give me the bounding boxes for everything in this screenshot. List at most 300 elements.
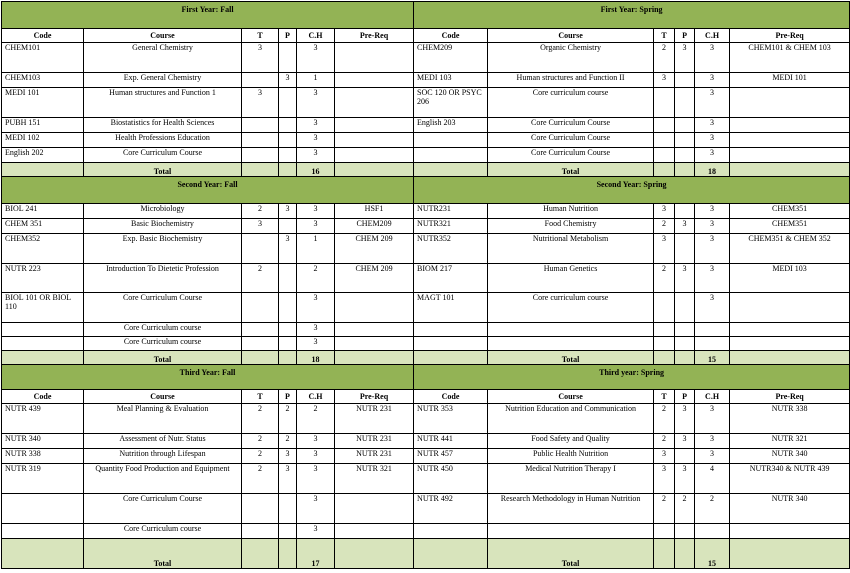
fall-code-cell — [2, 494, 84, 524]
spring-total-label: Total — [488, 539, 654, 569]
spring-prereq-cell — [730, 148, 850, 163]
spring-course-cell: Human Nutrition — [488, 204, 654, 219]
fall-p-cell — [279, 133, 297, 148]
fall-prereq-cell: NUTR 231 — [335, 404, 414, 434]
spring-prereq-cell — [730, 293, 850, 323]
fall-ch-cell: 3 — [297, 524, 335, 539]
fall-prereq-cell: CHEM 209 — [335, 264, 414, 293]
fall-p-cell — [279, 524, 297, 539]
fall-ch-cell: 3 — [297, 204, 335, 219]
fall-total-spacer — [2, 163, 84, 177]
fall-ch-cell: 1 — [297, 234, 335, 264]
fall-total-p — [279, 351, 297, 365]
course-row — [2, 88, 850, 118]
spring-total-value: 15 — [695, 539, 730, 569]
fall-course-cell: Human structures and Function 1 — [84, 88, 242, 118]
spring-code-cell: MEDI 103 — [414, 73, 488, 88]
fall-p-cell — [279, 43, 297, 73]
course-row — [2, 133, 850, 148]
fall-total-label: Total — [84, 351, 242, 365]
fall-t-cell — [242, 234, 279, 264]
spring-title: Third year: Spring — [414, 365, 850, 390]
course-row — [2, 337, 850, 351]
course-row — [2, 464, 850, 494]
fall-code-cell: NUTR 338 — [2, 449, 84, 464]
spring-course-cell: Human Genetics — [488, 264, 654, 293]
spring-t-cell — [654, 118, 675, 133]
fall-ch-cell: 3 — [297, 219, 335, 234]
fall-prereq-cell: CHEM209 — [335, 219, 414, 234]
spring-p-cell — [675, 323, 695, 337]
spring-p-cell: 3 — [675, 404, 695, 434]
spring-ch-cell: 3 — [695, 234, 730, 264]
spring-ch-cell: 3 — [695, 449, 730, 464]
header-code: Code — [2, 29, 84, 43]
fall-prereq-cell — [335, 88, 414, 118]
spring-prereq-cell: MEDI 103 — [730, 264, 850, 293]
spring-ch-cell: 2 — [695, 494, 730, 524]
spring-p-cell — [675, 337, 695, 351]
spring-course-cell — [488, 524, 654, 539]
spring-prereq-cell: NUTR 321 — [730, 434, 850, 449]
fall-prereq-cell — [335, 293, 414, 323]
spring-t-cell — [654, 148, 675, 163]
header-ch: C.H — [695, 390, 730, 404]
fall-ch-cell: 3 — [297, 118, 335, 133]
spring-t-cell — [654, 337, 675, 351]
fall-course-cell: Core Curriculum course — [84, 524, 242, 539]
spring-total-spacer — [414, 163, 488, 177]
spring-code-cell — [414, 337, 488, 351]
fall-course-cell: Basic Biochemistry — [84, 219, 242, 234]
fall-prereq-cell: NUTR 231 — [335, 449, 414, 464]
column-header-row — [2, 29, 850, 43]
fall-total-pre — [335, 351, 414, 365]
study-plan-table — [1, 1, 850, 569]
spring-t-cell — [654, 293, 675, 323]
fall-ch-cell: 3 — [297, 148, 335, 163]
spring-t-cell: 3 — [654, 73, 675, 88]
fall-ch-cell: 3 — [297, 323, 335, 337]
header-course: Course — [488, 29, 654, 43]
spring-course-cell: Medical Nutrition Therapy I — [488, 464, 654, 494]
spring-prereq-cell — [730, 323, 850, 337]
fall-p-cell: 3 — [279, 73, 297, 88]
spring-prereq-cell — [730, 118, 850, 133]
fall-t-cell: 2 — [242, 434, 279, 449]
course-row — [2, 264, 850, 293]
fall-total-pre — [335, 539, 414, 569]
spring-total-pre — [730, 163, 850, 177]
fall-p-cell — [279, 148, 297, 163]
spring-prereq-cell — [730, 524, 850, 539]
fall-course-cell: General Chemistry — [84, 43, 242, 73]
spring-total-label: Total — [488, 163, 654, 177]
course-row — [2, 404, 850, 434]
fall-t-cell — [242, 118, 279, 133]
fall-p-cell: 3 — [279, 464, 297, 494]
course-row — [2, 219, 850, 234]
header-p: P — [675, 29, 695, 43]
fall-total-t — [242, 163, 279, 177]
spring-code-cell: English 203 — [414, 118, 488, 133]
header-prereq: Pre-Req — [730, 29, 850, 43]
fall-t-cell: 2 — [242, 264, 279, 293]
header-ch: C.H — [297, 29, 335, 43]
spring-code-cell: NUTR 450 — [414, 464, 488, 494]
fall-ch-cell: 3 — [297, 88, 335, 118]
fall-course-cell: Core Curriculum course — [84, 323, 242, 337]
fall-p-cell — [279, 118, 297, 133]
fall-ch-cell: 3 — [297, 337, 335, 351]
fall-t-cell — [242, 73, 279, 88]
fall-t-cell — [242, 323, 279, 337]
spring-course-cell — [488, 323, 654, 337]
course-row — [2, 73, 850, 88]
spring-t-cell — [654, 133, 675, 148]
spring-p-cell: 2 — [675, 494, 695, 524]
fall-course-cell: Core Curriculum Course — [84, 494, 242, 524]
fall-t-cell: 2 — [242, 464, 279, 494]
header-t: T — [654, 29, 675, 43]
fall-total-label: Total — [84, 539, 242, 569]
spring-total-p — [675, 163, 695, 177]
fall-t-cell: 3 — [242, 88, 279, 118]
fall-p-cell: 3 — [279, 449, 297, 464]
spring-ch-cell: 3 — [695, 293, 730, 323]
header-ch: C.H — [297, 390, 335, 404]
fall-code-cell: NUTR 340 — [2, 434, 84, 449]
fall-t-cell — [242, 524, 279, 539]
fall-total-pre — [335, 163, 414, 177]
spring-ch-cell — [695, 323, 730, 337]
total-row — [2, 163, 850, 177]
spring-ch-cell — [695, 337, 730, 351]
header-t: T — [242, 390, 279, 404]
fall-code-cell: English 202 — [2, 148, 84, 163]
header-code: Code — [414, 29, 488, 43]
spring-ch-cell: 3 — [695, 43, 730, 73]
spring-total-pre — [730, 351, 850, 365]
year-title-row — [2, 177, 850, 204]
spring-t-cell: 2 — [654, 434, 675, 449]
spring-prereq-cell — [730, 88, 850, 118]
spring-p-cell: 3 — [675, 434, 695, 449]
fall-code-cell — [2, 524, 84, 539]
spring-course-cell: Nutrition Education and Communication — [488, 404, 654, 434]
total-row — [2, 539, 850, 569]
header-ch: C.H — [695, 29, 730, 43]
spring-p-cell: 3 — [675, 219, 695, 234]
fall-course-cell: Exp. Basic Biochemistry — [84, 234, 242, 264]
fall-p-cell: 2 — [279, 434, 297, 449]
spring-total-pre — [730, 539, 850, 569]
spring-total-spacer — [414, 351, 488, 365]
spring-p-cell — [675, 293, 695, 323]
fall-course-cell: Core Curriculum course — [84, 337, 242, 351]
fall-title: First Year: Fall — [2, 2, 414, 29]
fall-course-cell: Core Curriculum Course — [84, 293, 242, 323]
fall-course-cell: Nutrition through Lifespan — [84, 449, 242, 464]
fall-ch-cell: 3 — [297, 133, 335, 148]
spring-code-cell: NUTR 441 — [414, 434, 488, 449]
fall-code-cell: CHEM 351 — [2, 219, 84, 234]
spring-course-cell: Core Curriculum Course — [488, 133, 654, 148]
fall-total-value: 16 — [297, 163, 335, 177]
fall-ch-cell: 3 — [297, 494, 335, 524]
fall-p-cell — [279, 293, 297, 323]
spring-course-cell: Core Curriculum Course — [488, 118, 654, 133]
spring-prereq-cell — [730, 133, 850, 148]
fall-code-cell: CHEM103 — [2, 73, 84, 88]
fall-code-cell: BIOL 101 OR BIOL 110 — [2, 293, 84, 323]
header-course: Course — [488, 390, 654, 404]
fall-t-cell — [242, 494, 279, 524]
fall-prereq-cell: NUTR 231 — [335, 434, 414, 449]
spring-ch-cell: 3 — [695, 148, 730, 163]
year-title-row — [2, 365, 850, 390]
course-row — [2, 148, 850, 163]
spring-prereq-cell: CHEM351 — [730, 204, 850, 219]
fall-course-cell: Health Professions Education — [84, 133, 242, 148]
fall-total-value: 17 — [297, 539, 335, 569]
fall-ch-cell: 1 — [297, 73, 335, 88]
spring-ch-cell: 3 — [695, 219, 730, 234]
fall-t-cell: 2 — [242, 404, 279, 434]
spring-prereq-cell: CHEM351 & CHEM 352 — [730, 234, 850, 264]
fall-ch-cell: 3 — [297, 293, 335, 323]
course-row — [2, 234, 850, 264]
spring-code-cell: NUTR352 — [414, 234, 488, 264]
course-row — [2, 434, 850, 449]
spring-ch-cell: 3 — [695, 204, 730, 219]
fall-course-cell: Exp. General Chemistry — [84, 73, 242, 88]
fall-course-cell: Quantity Food Production and Equipment — [84, 464, 242, 494]
fall-ch-cell: 3 — [297, 449, 335, 464]
header-code: Code — [414, 390, 488, 404]
spring-prereq-cell: NUTR 338 — [730, 404, 850, 434]
course-row — [2, 494, 850, 524]
course-row — [2, 204, 850, 219]
spring-course-cell: Research Methodology in Human Nutrition — [488, 494, 654, 524]
fall-prereq-cell — [335, 148, 414, 163]
spring-course-cell: Organic Chemistry — [488, 43, 654, 73]
fall-prereq-cell — [335, 494, 414, 524]
spring-t-cell: 2 — [654, 264, 675, 293]
fall-code-cell: NUTR 223 — [2, 264, 84, 293]
fall-t-cell — [242, 293, 279, 323]
spring-course-cell: Core curriculum course — [488, 88, 654, 118]
fall-total-label: Total — [84, 163, 242, 177]
header-p: P — [279, 390, 297, 404]
spring-p-cell: 3 — [675, 43, 695, 73]
spring-p-cell — [675, 73, 695, 88]
fall-title: Third Year: Fall — [2, 365, 414, 390]
spring-code-cell — [414, 133, 488, 148]
spring-p-cell — [675, 204, 695, 219]
fall-p-cell — [279, 494, 297, 524]
fall-ch-cell: 3 — [297, 464, 335, 494]
fall-ch-cell: 2 — [297, 264, 335, 293]
spring-total-value: 18 — [695, 163, 730, 177]
spring-t-cell — [654, 323, 675, 337]
header-course: Course — [84, 29, 242, 43]
spring-course-cell: Food Safety and Quality — [488, 434, 654, 449]
fall-code-cell — [2, 323, 84, 337]
spring-p-cell — [675, 234, 695, 264]
header-p: P — [675, 390, 695, 404]
spring-prereq-cell: NUTR340 & NUTR 439 — [730, 464, 850, 494]
spring-p-cell — [675, 88, 695, 118]
spring-t-cell — [654, 524, 675, 539]
spring-total-label: Total — [488, 351, 654, 365]
total-row — [2, 351, 850, 365]
fall-total-value: 18 — [297, 351, 335, 365]
spring-p-cell: 3 — [675, 264, 695, 293]
spring-course-cell: Human structures and Function II — [488, 73, 654, 88]
course-row — [2, 524, 850, 539]
spring-ch-cell: 4 — [695, 464, 730, 494]
spring-course-cell: Nutritional Metabolism — [488, 234, 654, 264]
fall-ch-cell: 3 — [297, 43, 335, 73]
course-row — [2, 118, 850, 133]
fall-total-p — [279, 539, 297, 569]
spring-code-cell: NUTR321 — [414, 219, 488, 234]
fall-code-cell: NUTR 439 — [2, 404, 84, 434]
spring-ch-cell: 3 — [695, 118, 730, 133]
fall-code-cell: PUBH 151 — [2, 118, 84, 133]
fall-prereq-cell: HSF1 — [335, 204, 414, 219]
spring-title: Second Year: Spring — [414, 177, 850, 204]
fall-prereq-cell — [335, 73, 414, 88]
fall-p-cell — [279, 337, 297, 351]
fall-prereq-cell: NUTR 321 — [335, 464, 414, 494]
spring-t-cell: 2 — [654, 43, 675, 73]
fall-prereq-cell — [335, 524, 414, 539]
spring-code-cell: BIOM 217 — [414, 264, 488, 293]
spring-ch-cell: 3 — [695, 404, 730, 434]
fall-t-cell — [242, 337, 279, 351]
spring-p-cell — [675, 449, 695, 464]
spring-t-cell: 3 — [654, 464, 675, 494]
fall-p-cell: 2 — [279, 404, 297, 434]
header-course: Course — [84, 390, 242, 404]
spring-ch-cell: 3 — [695, 73, 730, 88]
fall-ch-cell: 3 — [297, 434, 335, 449]
course-row — [2, 323, 850, 337]
spring-course-cell: Food Chemistry — [488, 219, 654, 234]
spring-prereq-cell: CHEM351 — [730, 219, 850, 234]
spring-p-cell — [675, 133, 695, 148]
fall-p-cell: 3 — [279, 234, 297, 264]
fall-course-cell: Core Curriculum Course — [84, 148, 242, 163]
spring-total-p — [675, 351, 695, 365]
fall-total-spacer — [2, 539, 84, 569]
study-plan-body — [2, 2, 850, 569]
fall-course-cell: Assessment of Nutr. Status — [84, 434, 242, 449]
fall-p-cell: 3 — [279, 204, 297, 219]
column-header-row — [2, 390, 850, 404]
spring-total-p — [675, 539, 695, 569]
fall-p-cell — [279, 88, 297, 118]
spring-p-cell — [675, 148, 695, 163]
spring-course-cell: Public Health Nutrition — [488, 449, 654, 464]
header-code: Code — [2, 390, 84, 404]
fall-code-cell: NUTR 319 — [2, 464, 84, 494]
spring-prereq-cell — [730, 337, 850, 351]
fall-code-cell: MEDI 102 — [2, 133, 84, 148]
fall-ch-cell: 2 — [297, 404, 335, 434]
course-row — [2, 293, 850, 323]
spring-code-cell: CHEM209 — [414, 43, 488, 73]
spring-ch-cell — [695, 524, 730, 539]
fall-t-cell: 3 — [242, 43, 279, 73]
header-prereq: Pre-Req — [730, 390, 850, 404]
fall-code-cell — [2, 337, 84, 351]
spring-p-cell: 3 — [675, 464, 695, 494]
fall-course-cell: Microbiology — [84, 204, 242, 219]
fall-prereq-cell — [335, 43, 414, 73]
fall-total-spacer — [2, 351, 84, 365]
header-p: P — [279, 29, 297, 43]
spring-course-cell: Core Curriculum Course — [488, 148, 654, 163]
spring-t-cell: 2 — [654, 494, 675, 524]
fall-total-t — [242, 539, 279, 569]
spring-prereq-cell: MEDI 101 — [730, 73, 850, 88]
spring-course-cell — [488, 337, 654, 351]
spring-total-t — [654, 351, 675, 365]
spring-t-cell — [654, 88, 675, 118]
spring-code-cell — [414, 148, 488, 163]
spring-code-cell: NUTR 457 — [414, 449, 488, 464]
spring-prereq-cell: CHEM101 & CHEM 103 — [730, 43, 850, 73]
fall-code-cell: MEDI 101 — [2, 88, 84, 118]
fall-course-cell: Meal Planning & Evaluation — [84, 404, 242, 434]
fall-prereq-cell — [335, 118, 414, 133]
spring-ch-cell: 3 — [695, 434, 730, 449]
spring-ch-cell: 3 — [695, 133, 730, 148]
header-t: T — [242, 29, 279, 43]
spring-total-t — [654, 163, 675, 177]
spring-total-t — [654, 539, 675, 569]
fall-prereq-cell — [335, 337, 414, 351]
year-title-row — [2, 2, 850, 29]
spring-t-cell: 2 — [654, 404, 675, 434]
spring-total-value: 15 — [695, 351, 730, 365]
fall-p-cell — [279, 264, 297, 293]
fall-p-cell — [279, 219, 297, 234]
header-t: T — [654, 390, 675, 404]
header-prereq: Pre-Req — [335, 390, 414, 404]
spring-t-cell: 2 — [654, 219, 675, 234]
spring-t-cell: 3 — [654, 449, 675, 464]
course-row — [2, 43, 850, 73]
fall-prereq-cell — [335, 323, 414, 337]
fall-code-cell: CHEM101 — [2, 43, 84, 73]
spring-code-cell: MAGT 101 — [414, 293, 488, 323]
spring-prereq-cell: NUTR 340 — [730, 449, 850, 464]
spring-ch-cell: 3 — [695, 264, 730, 293]
spring-code-cell: NUTR 353 — [414, 404, 488, 434]
spring-code-cell — [414, 524, 488, 539]
spring-p-cell — [675, 118, 695, 133]
spring-code-cell: NUTR 492 — [414, 494, 488, 524]
spring-p-cell — [675, 524, 695, 539]
fall-t-cell: 2 — [242, 204, 279, 219]
fall-t-cell — [242, 148, 279, 163]
header-prereq: Pre-Req — [335, 29, 414, 43]
spring-total-spacer — [414, 539, 488, 569]
